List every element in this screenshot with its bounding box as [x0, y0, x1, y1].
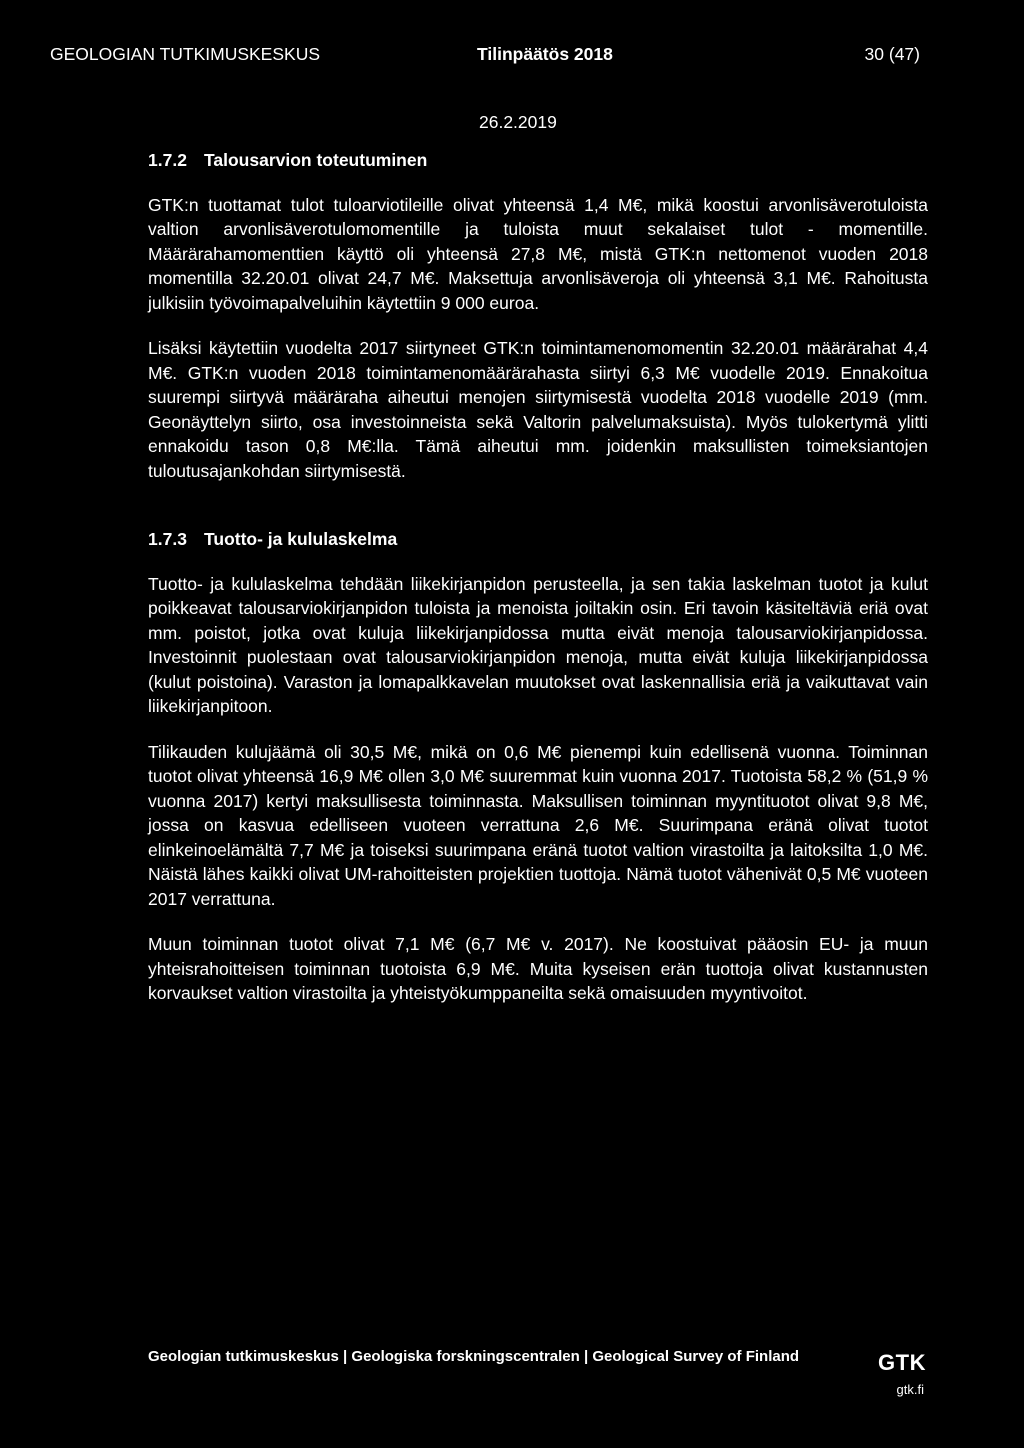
section-title: Talousarvion toteutuminen	[204, 150, 428, 170]
section-number: 1.7.3	[148, 529, 187, 549]
footer-organizations: Geologian tutkimuskeskus | Geologiska forskningscentralen | Geological Survey of Finland	[148, 1348, 800, 1365]
page-header	[50, 44, 920, 70]
header-organization: GEOLOGIAN TUTKIMUSKESKUS	[50, 44, 321, 64]
paragraph: Tilikauden kulujäämä oli 30,5 M€, mikä on 0,6 M€ pienempi kuin edellisenä vuonna. Toiminnan tuotot olivat yhteensä 16,9 M€ ollen 3,0 M€ suuremmat kuin vuonna 2017. Tuotoista 58,2 % (51,9 % vuonna 2017) kertyi maksullisesta toiminnasta. Maksullisen toiminnan myyntituotot olivat 9,8 M€, jossa on kasvua edelliseen vuoteen verrattuna 2,6 M€. Suurimpana eränä olivat tuotot elinkeinoelämältä 7,7 M€ ja toiseksi suurimpana eränä tuotot valtion virastoilta ja laitoksilta 1,0 M€. Näistä lähes kaikki olivat UM-rahoitteisten projektien tuottoja. Nämä tuotot vähenivät 0,5 M€ vuoteen 2017 verrattuna.	[148, 741, 928, 909]
gtk-logo: GTK	[878, 1350, 926, 1375]
paragraph: Tuotto- ja kululaskelma tehdään liikekirjanpidon perusteella, ja sen takia laskelman tuotot ja kulut poikkeavat talousarviokirjanpidon tuloista ja menoista joiltakin osin. Eri tavoin käsiteltäviä eriä ovat mm. poistot, jotka ovat kuluja liikekirjanpidossa mutta eivät menoja talousarviokirjanpidossa. Investoinnit puolestaan ovat talousarviokirjanpidon menoja, mutta eivät kuluja liikekirjanpidossa (kulut poistoina). Varaston ja lomapalkkavelan muutokset ovat laskennallisia eriä ja vaikuttavat vain liikekirjanpitoon.	[148, 573, 928, 716]
paragraph: Lisäksi käytettiin vuodelta 2017 siirtyneet GTK:n toimintamenomomentin 32.20.01 määrärahat 4,4 M€. GTK:n vuoden 2018 toimintamenomäärärahasta siirtyi 6,3 M€ vuodelle 2019. Ennakoitua suurempi siirtyvä määräraha aiheutui menojen siirtymisestä vuodelta 2018 vuodelle 2019 (mm. Geonäyttelyn siirto, osa investoinneista sekä Valtorin palvelumaksuista). Myös tulokertymä ylitti ennakoidu tason 0,8 M€:lla. Tämä aiheutui mm. joidenkin maksullisten toimeksiantojen tuloutusajankohdan siirtymisestä.	[148, 338, 928, 481]
footer-url: gtk.fi	[896, 1382, 924, 1397]
paragraph: Muun toiminnan tuotot olivat 7,1 M€ (6,7 M€ v. 2017). Ne koostuivat pääosin EU- ja muun yhteisrahoitteisen toiminnan tuotoista 6,9 M€. Muita kyseisen erän tuottoja olivat kustannusten korvaukset valtion virastoilta ja yhteistyökumppaneilta sekä omaisuuden myyntivoitot.	[148, 934, 928, 1003]
section-title: Tuotto- ja kululaskelma	[204, 529, 398, 549]
section-heading-1-7-3	[148, 527, 928, 552]
document-body	[148, 148, 928, 1027]
page-footer	[148, 1348, 928, 1408]
section-number: 1.7.2	[148, 150, 187, 170]
header-page-number: 30 (47)	[864, 44, 920, 64]
paragraph: GTK:n tuottamat tulot tuloarviotileille olivat yhteensä 1,4 M€, mikä koostui arvonlisäverotuloista valtion arvonlisäverotulomomentille ja tuloista muut sekalaiset tulot - momentille. Määrärahamomenttien käyttö oli yhteensä 27,8 M€, mistä GTK:n nettomenot vuoden 2018 momentilla 32.20.01 olivat 24,7 M€. Maksettuja arvonlisäveroja oli yhteensä 3,1 M€. Rahoitusta julkisiin työvoimapalveluihin käytettiin 9 000 euroa.	[148, 194, 928, 313]
document-date: 26.2.2019	[479, 112, 557, 132]
section-heading-1-7-2	[148, 148, 928, 173]
header-document-title: Tilinpäätös 2018	[477, 44, 613, 64]
